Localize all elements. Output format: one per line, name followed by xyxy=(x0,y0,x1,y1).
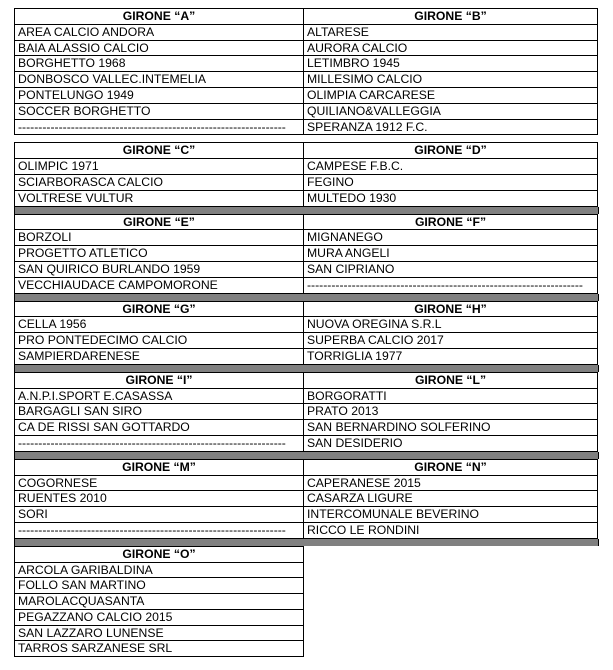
team-row xyxy=(14,316,598,332)
group-header-row xyxy=(14,372,598,388)
empty-cell xyxy=(303,562,598,579)
team-name: PONTELUNGO 1949 xyxy=(14,87,304,104)
group-title: GIRONE “E” xyxy=(14,214,304,231)
team-name: SAMPIERDARENESE xyxy=(14,348,304,365)
team-row xyxy=(14,609,598,625)
team-name: INTERCOMUNALE BEVERINO xyxy=(303,506,598,523)
team-name: SOCCER BORGHETTO xyxy=(14,103,304,120)
team-row xyxy=(14,593,598,609)
team-name: SCIARBORASCA CALCIO xyxy=(14,174,304,191)
team-name: FOLLO SAN MARTINO xyxy=(14,577,304,594)
team-name: MULTEDO 1930 xyxy=(303,190,598,207)
group-separator xyxy=(14,539,599,546)
team-row xyxy=(14,55,598,71)
team-name: QUILIANO&VALLEGGIA xyxy=(303,103,598,120)
group-header-row xyxy=(14,459,598,475)
team-name: SAN DESIDERIO xyxy=(303,435,598,452)
team-name: TARROS SARZANESE SRL xyxy=(14,640,304,657)
team-name: MAROLACQUASANTA xyxy=(14,593,304,610)
team-name: CA DE RISSI SAN GOTTARDO xyxy=(14,419,304,436)
team-name: SAN BERNARDINO SOLFERINO xyxy=(303,419,598,436)
group-header-row xyxy=(14,8,598,24)
team-row xyxy=(14,435,598,451)
team-name: SORI xyxy=(14,506,304,523)
team-name: NUOVA OREGINA S.R.L xyxy=(303,316,598,333)
team-name: PROGETTO ATLETICO xyxy=(14,245,304,262)
group-gap xyxy=(14,134,598,142)
groups-table xyxy=(14,8,598,656)
team-row xyxy=(14,419,598,435)
empty-cell xyxy=(303,609,598,626)
group-title: GIRONE “B” xyxy=(303,8,598,25)
empty-cell xyxy=(303,593,598,610)
team-name: ------------------------------------------------------------------ xyxy=(14,119,304,136)
team-name: TORRIGLIA 1977 xyxy=(303,348,598,365)
team-row xyxy=(14,562,598,578)
group-title: GIRONE “G” xyxy=(14,301,304,318)
team-row xyxy=(14,40,598,56)
team-name: RICCO LE RONDINI xyxy=(303,522,598,539)
team-name: A.N.P.I.SPORT E.CASASSA xyxy=(14,388,304,405)
team-row xyxy=(14,158,598,174)
team-name: ------------------------------------------------------------------ xyxy=(14,435,304,452)
group-header-row xyxy=(14,546,598,562)
team-row xyxy=(14,87,598,103)
team-name: PRO PONTEDECIMO CALCIO xyxy=(14,332,304,349)
team-row xyxy=(14,229,598,245)
group-title: GIRONE “M” xyxy=(14,459,304,476)
team-name: DONBOSCO VALLEC.INTEMELIA xyxy=(14,71,304,88)
team-row xyxy=(14,506,598,522)
team-name: AURORA CALCIO xyxy=(303,40,598,57)
group-separator xyxy=(14,294,599,301)
team-name: BORZOLI xyxy=(14,229,304,246)
team-name: PRATO 2013 xyxy=(303,403,598,420)
team-name: BORGORATTI xyxy=(303,388,598,405)
team-name: OLIMPIC 1971 xyxy=(14,158,304,175)
team-row xyxy=(14,24,598,40)
group-header-row xyxy=(14,142,598,158)
team-name: PEGAZZANO CALCIO 2015 xyxy=(14,609,304,626)
team-name: VECCHIAUDACE CAMPOMORONE xyxy=(14,277,304,294)
team-name: SAN QUIRICO BURLANDO 1959 xyxy=(14,261,304,278)
group-title: GIRONE “F” xyxy=(303,214,598,231)
team-row xyxy=(14,332,598,348)
team-row xyxy=(14,640,598,656)
team-row xyxy=(14,103,598,119)
team-name: MIGNANEGO xyxy=(303,229,598,246)
team-name: CASARZA LIGURE xyxy=(303,490,598,507)
team-row xyxy=(14,71,598,87)
group-title: GIRONE “O” xyxy=(14,546,304,563)
team-name: AREA CALCIO ANDORA xyxy=(14,24,304,41)
group-header-row xyxy=(14,301,598,317)
team-row xyxy=(14,277,598,293)
empty-cell xyxy=(303,577,598,594)
group-title: GIRONE “H” xyxy=(303,301,598,318)
group-title: GIRONE “L” xyxy=(303,372,598,389)
team-name: CAPERANESE 2015 xyxy=(303,475,598,492)
team-name: SPERANZA 1912 F.C. xyxy=(303,119,598,136)
group-title: GIRONE “D” xyxy=(303,142,598,159)
empty-cell xyxy=(303,546,598,563)
team-name: ------------------------------------------------------------------ xyxy=(14,522,304,539)
team-row xyxy=(14,522,598,538)
team-name: ALTARESE xyxy=(303,24,598,41)
group-separator xyxy=(14,207,599,214)
team-row xyxy=(14,403,598,419)
team-name: MURA ANGELI xyxy=(303,245,598,262)
team-name: SUPERBA CALCIO 2017 xyxy=(303,332,598,349)
team-name: SAN CIPRIANO xyxy=(303,261,598,278)
team-name: OLIMPIA CARCARESE xyxy=(303,87,598,104)
group-separator xyxy=(14,365,599,372)
team-name: BAIA ALASSIO CALCIO xyxy=(14,40,304,57)
team-row xyxy=(14,625,598,641)
team-row xyxy=(14,475,598,491)
team-name: ARCOLA GARIBALDINA xyxy=(14,562,304,579)
team-name: SAN LAZZARO LUNENSE xyxy=(14,625,304,642)
team-row xyxy=(14,388,598,404)
team-name: CAMPESE F.B.C. xyxy=(303,158,598,175)
team-row xyxy=(14,577,598,593)
team-name: VOLTRESE VULTUR xyxy=(14,190,304,207)
group-separator xyxy=(14,452,599,459)
team-name: COGORNESE xyxy=(14,475,304,492)
group-title: GIRONE “C” xyxy=(14,142,304,159)
team-name: CELLA 1956 xyxy=(14,316,304,333)
team-row xyxy=(14,174,598,190)
group-title: GIRONE “A” xyxy=(14,8,304,25)
team-row xyxy=(14,348,598,364)
team-name: MILLESIMO CALCIO xyxy=(303,71,598,88)
team-row xyxy=(14,490,598,506)
group-header-row xyxy=(14,214,598,230)
team-name: FEGINO xyxy=(303,174,598,191)
team-row xyxy=(14,261,598,277)
team-name: RUENTES 2010 xyxy=(14,490,304,507)
team-name: BORGHETTO 1968 xyxy=(14,55,304,72)
team-name: BARGAGLI SAN SIRO xyxy=(14,403,304,420)
team-row xyxy=(14,245,598,261)
group-title: GIRONE “N” xyxy=(303,459,598,476)
team-row xyxy=(14,119,598,135)
empty-cell xyxy=(303,625,598,642)
team-name: -------------------------------------------------------------------- xyxy=(303,277,598,294)
team-row xyxy=(14,190,598,206)
group-title: GIRONE “I” xyxy=(14,372,304,389)
team-name: LETIMBRO 1945 xyxy=(303,55,598,72)
empty-cell xyxy=(303,640,598,657)
